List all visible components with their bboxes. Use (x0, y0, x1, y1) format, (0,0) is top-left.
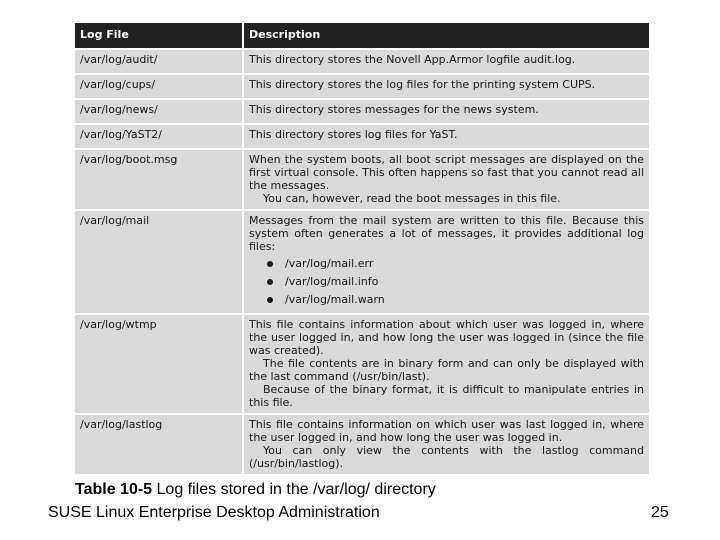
log-file-cell: /var/log/wtmp (74, 314, 243, 414)
log-file-cell: /var/log/YaST2/ (74, 124, 243, 149)
description-text: Because of the binary format, it is difficult to manipulate entries in this file. (249, 383, 644, 409)
table-row (74, 210, 650, 314)
footer-title: SUSE Linux Enterprise Desktop Administration (48, 504, 380, 521)
table-caption (75, 481, 436, 499)
description-text: This directory stores messages for the news system. (249, 103, 539, 116)
header-log-file: Log File (74, 22, 243, 49)
table-row (74, 74, 650, 99)
bullet-icon (267, 261, 273, 267)
mail-log-files-list (249, 255, 644, 309)
log-file-cell: /var/log/cups/ (74, 74, 243, 99)
table-header-row (74, 22, 650, 49)
description-text: The file contents are in binary form and can only be displayed with the last command (/usr/bin/last). (249, 357, 644, 383)
description-text: This file contains information about which user was logged in, where the user logged in, and how long the user was logged in (since the file was created). (249, 318, 644, 357)
description-cell (243, 99, 650, 124)
page-number: 25 (651, 504, 669, 521)
table-row (74, 99, 650, 124)
description-text: You can only view the contents with the lastlog command (/usr/bin/lastlog). (249, 444, 644, 470)
description-text: When the system boots, all boot script messages are displayed on the first virtual console. This often happens so fast that you cannot read all the messages. (249, 153, 644, 192)
caption-text: Log files stored in the /var/log/ directory (152, 481, 436, 498)
description-cell (243, 149, 650, 210)
list-item: /var/log/mail.err (249, 255, 644, 273)
description-text: This file contains information on which user was last logged in, where the user logged in, and how long the user was logged in. (249, 418, 644, 444)
description-cell (243, 414, 650, 475)
bullet-icon (267, 297, 273, 303)
header-description: Description (243, 22, 650, 49)
log-file-cell: /var/log/boot.msg (74, 149, 243, 210)
description-text: This directory stores the Novell App.Armor logfile audit.log. (249, 53, 576, 66)
description-cell (243, 49, 650, 74)
table-row (74, 149, 650, 210)
description-text: This directory stores the log files for the printing system CUPS. (249, 78, 596, 91)
log-file-cell: /var/log/audit/ (74, 49, 243, 74)
description-text: Messages from the mail system are written to this file. Because this system often generates a lot of messages, it provides additional log files: (249, 214, 644, 253)
log-file-cell: /var/log/news/ (74, 99, 243, 124)
description-cell (243, 210, 650, 314)
log-files-table (73, 21, 651, 476)
description-text: This directory stores log files for YaST. (249, 128, 458, 141)
table-row (74, 49, 650, 74)
caption-label: Table 10-5 (75, 481, 153, 498)
description-text: You can, however, read the boot messages in this file. (263, 192, 561, 205)
list-item: /var/log/mail.info (249, 273, 644, 291)
table-row (74, 414, 650, 475)
description-cell (243, 314, 650, 414)
description-cell (243, 74, 650, 99)
description-cell (243, 124, 650, 149)
log-file-cell: /var/log/lastlog (74, 414, 243, 475)
table-row (74, 124, 650, 149)
list-item: /var/log/mail.warn (249, 291, 644, 309)
table-row (74, 314, 650, 414)
bullet-icon (267, 279, 273, 285)
log-file-cell: /var/log/mail (74, 210, 243, 314)
